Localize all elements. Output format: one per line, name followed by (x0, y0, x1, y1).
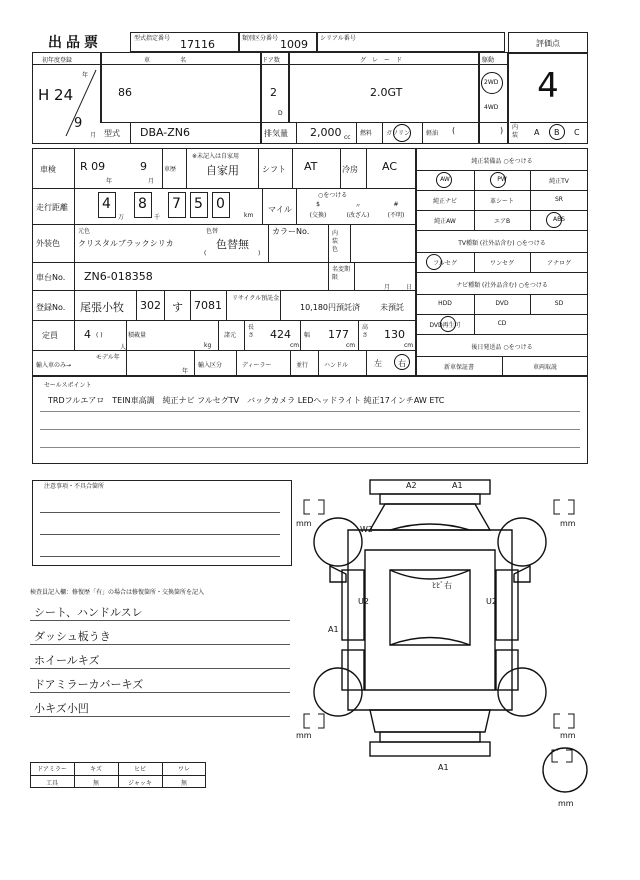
width-value: 177 (328, 328, 349, 341)
legend-value: ジャッキ (128, 780, 152, 787)
chassis-label: 車台No. (36, 273, 66, 282)
sales-label: セールスポイント (44, 382, 92, 389)
doors-label: ドア数 (262, 57, 280, 64)
displacement-value: 2,000 (310, 126, 342, 139)
mark-front-bumper-a1: A1 (452, 481, 463, 490)
interior-b: B (554, 128, 560, 137)
month-unit: 月 (90, 132, 97, 139)
recycle-status: 未預託 (380, 303, 404, 312)
interior-color-label: 内装色 (332, 230, 339, 253)
mileage-digit-5: 0 (216, 196, 225, 212)
notes-label: 注意事項・不具合箇所 (44, 483, 105, 490)
drive-label: 駆動 (482, 57, 495, 64)
sales-text: TRDフルエアロ TEIN車高調 純正ナビ フルセグTV バックカメラ LEDヘッドライト 純正17インチAW ETC (48, 396, 445, 405)
height-value: 130 (384, 328, 405, 341)
mm-front-right: mm (560, 519, 576, 528)
recolor-paren-close: ) (258, 250, 261, 257)
load-unit: kg (204, 342, 212, 349)
legend-value: 工具 (45, 780, 58, 787)
mark-rear-bumper-a1: A1 (438, 763, 449, 772)
capacity-value: 4 (84, 328, 91, 341)
orig-color-label: 元色 (78, 228, 91, 235)
name-change-day: 日 (406, 284, 413, 291)
width-unit: cm (346, 342, 356, 349)
mileage-opt1: (交換) (309, 212, 327, 219)
serial-label: シリアル番号 (320, 35, 356, 42)
damage-note-line: ホイールキズ (34, 654, 100, 667)
damage-note-line: ダッシュ板うき (34, 630, 111, 643)
mark-right-door-u2: U2 (486, 597, 497, 606)
interior-a: A (534, 128, 540, 137)
plate-kana: す (172, 301, 183, 314)
mileage-man: 万 (118, 214, 125, 221)
recolor-value: 色替無 (216, 238, 249, 251)
inspection-era: R 09 (80, 160, 106, 173)
damage-note-rule (30, 692, 290, 693)
height-label: 高さ (362, 324, 369, 339)
mileage-opt2: (改ざん) (346, 212, 370, 219)
notes-box (32, 480, 292, 566)
fuel-label: 燃料 (360, 130, 373, 137)
registration-label: 登録No. (36, 303, 66, 312)
equipment-item: SR (555, 196, 563, 203)
drive-2wd: 2WD (484, 79, 499, 86)
cc-unit: cc (344, 134, 351, 141)
car-name-value: 86 (118, 86, 132, 99)
mark-windshield-crack: ﾋﾋﾞ右 (432, 581, 452, 590)
color-label: 外装色 (36, 239, 60, 248)
length-label: 長さ (248, 324, 255, 339)
legend-value: 無 (180, 780, 187, 787)
import-label: 輸入車のみ→ (36, 362, 72, 369)
mm-rear-left: mm (296, 731, 312, 740)
tv-selected-circle (426, 254, 442, 270)
displacement-label: 排気量 (264, 129, 288, 138)
equipment-selected-circle (546, 212, 562, 228)
interior-selected-circle (549, 124, 565, 140)
type-no-label: 型式指定番号 (134, 35, 171, 42)
mark-left-side-a1: A1 (328, 625, 339, 634)
fuel-paren-close: ) (500, 126, 504, 135)
inspector-label: 検査員記入欄：修復歴「有」の場合は修復箇所・交換箇所を記入 (30, 589, 205, 596)
fuel-selected-circle (393, 124, 411, 142)
drive-4wd: 4WD (484, 104, 499, 111)
mileage-digit-4: 5 (194, 196, 203, 212)
mileage-label: 走行距離 (36, 203, 68, 212)
import-dealer: ディーラー (242, 362, 272, 369)
tv-item: ワンセグ (489, 260, 514, 267)
color-no-label: カラーNo. (272, 227, 310, 236)
mile-label: マイル (268, 205, 292, 214)
shift-value: AT (304, 160, 318, 173)
inspection-label: 車検 (40, 165, 56, 174)
car-damage-diagram (290, 470, 600, 810)
mileage-opt1-symbol: $ (316, 201, 320, 208)
mileage-digit-3: 7 (172, 196, 181, 212)
handle-right: 右 (398, 359, 406, 368)
equipment-item: 革シート (489, 198, 514, 205)
rating-value: 4 (537, 66, 559, 106)
legend-header: ワレ (177, 766, 190, 773)
rating-label: 評価点 (536, 39, 560, 48)
capacity-unit: 人 (120, 344, 127, 351)
legend-header: ドアミラー (37, 766, 67, 773)
navi-selected-circle (440, 316, 456, 332)
damage-note-line: ドアミラーカバーキズ (34, 678, 144, 691)
tv-title: TV種類 (社外品含む) ○をつける (458, 240, 546, 247)
capacity-paren: ( ) (96, 332, 103, 339)
equipment-item: PW (497, 176, 507, 183)
sales-box (32, 376, 588, 464)
mileage-opt2-symbol: 〃 (354, 203, 361, 210)
front-bumper (370, 480, 490, 494)
navi-item: HDD (438, 300, 452, 307)
handle-label: ハンドル (324, 362, 349, 369)
mm-rear-right: mm (560, 731, 576, 740)
specs-label: 諸元 (224, 332, 237, 339)
mark-front-bumper-a2: A2 (406, 481, 417, 490)
usage-label: 車歴 (164, 166, 177, 173)
recolor-label: 色替 (206, 228, 219, 235)
mileage-opt3-symbol: # (393, 201, 399, 208)
equipment-item: 純正ナビ (432, 198, 457, 205)
usage-value: 自家用 (206, 164, 239, 177)
legend-header: ヒビ (133, 766, 146, 773)
equipment-selected-circle (436, 172, 452, 188)
fuel-gasoline: ガソリン (386, 130, 411, 137)
category-label: 類別区分番号 (242, 35, 279, 42)
import-category-label: 輸入区分 (198, 362, 223, 369)
mileage-km: km (244, 212, 254, 219)
tv-item: アナログ (546, 260, 571, 267)
mark-left-door-u2: U2 (358, 597, 369, 606)
grade-label: グレード (359, 57, 408, 64)
usage-note: ※未記入は自家用 (192, 153, 240, 160)
name-change-month: 月 (384, 284, 391, 291)
mileage-digit-1: 4 (102, 196, 111, 212)
fuel-paren-open: ( (452, 126, 456, 135)
first-reg-month: 9 (74, 116, 83, 131)
navi-item: DVD (495, 300, 509, 307)
name-change-label: 名変期限 (332, 266, 351, 281)
first-reg-era: H 24 (38, 86, 74, 104)
plate-area: 尾張小牧 (80, 301, 124, 314)
width-label: 幅 (304, 332, 311, 339)
handle-left: 左 (374, 359, 382, 368)
category-value: 1009 (280, 38, 308, 51)
chassis-value: ZN6-018358 (84, 270, 153, 283)
plate-class: 302 (140, 299, 161, 312)
doors-value: 2 (270, 86, 277, 99)
length-value: 424 (270, 328, 291, 341)
handle-selected-circle (394, 354, 410, 370)
mileage-opt3: (不明) (387, 212, 405, 219)
orig-color-value: クリスタルブラックシリカ (78, 239, 174, 248)
navi-item: CD (497, 320, 507, 327)
equipment-item: エアB (493, 218, 511, 225)
year-unit: 年 (82, 72, 89, 79)
equipment-item: AW (440, 176, 450, 183)
legend-header: キズ (90, 766, 102, 773)
damage-note-line: シート、ハンドルスレ (34, 606, 143, 619)
damage-note-rule (30, 644, 290, 645)
shift-label: シフト (262, 165, 286, 174)
height-unit: cm (404, 342, 414, 349)
inspection-month-unit: 月 (148, 178, 155, 185)
mm-front-left: mm (296, 519, 312, 528)
damage-note-line: 小キズ小凹 (34, 702, 89, 715)
damage-note-rule (30, 668, 290, 669)
type-no-value: 17116 (180, 38, 215, 51)
plate-number: 7081 (194, 299, 222, 312)
legend-value: 無 (92, 780, 99, 787)
car-name-label: 車名 (143, 57, 216, 64)
recycle-value: 10,180円預託済 (300, 303, 360, 312)
model-label: 型式 (104, 129, 120, 138)
recycle-label: リサイクル預託金 (232, 295, 280, 302)
damage-note-rule (30, 620, 290, 621)
model-value: DBA-ZN6 (140, 126, 191, 139)
interior-label: 内装 (512, 124, 519, 139)
navi-title: ナビ種類 (社外品含む) ○をつける (456, 282, 548, 289)
grade-value: 2.0GT (370, 86, 403, 99)
docs-item-warranty: 新車保証書 (443, 364, 474, 371)
first-reg-label: 初年度登録 (42, 57, 73, 64)
mark-wheel-w2: W2 (360, 525, 373, 534)
interior-c: C (574, 128, 580, 137)
doors-suffix: D (278, 110, 283, 117)
mileage-circle-hint: ○をつける (318, 192, 348, 199)
ac-label: 冷房 (342, 165, 358, 174)
equipment-selected-circle (490, 172, 506, 188)
inspection-month: 9 (140, 160, 147, 173)
model-year-label: モデル年 (96, 354, 120, 361)
load-label: 積載量 (128, 332, 147, 339)
length-unit: cm (290, 342, 300, 349)
docs-title: 後日発送品 ○をつける (471, 344, 533, 351)
form-title: 出品票 (48, 35, 102, 51)
import-parallel: 並行 (296, 362, 309, 369)
equipment-item: ABS (553, 216, 565, 223)
docs-item-manual: 車両取説 (532, 364, 557, 371)
capacity-label: 定員 (42, 331, 58, 340)
fuel-diesel: 軽油 (426, 130, 439, 137)
equipment-item: 純正AW (434, 218, 456, 225)
rear-bumper (370, 742, 490, 756)
tv-item: フルセグ (433, 260, 457, 267)
equipment-title: 純正装備品 ○をつける (471, 158, 533, 165)
navi-item: SD (554, 300, 564, 307)
model-year-unit: 年 (182, 368, 189, 375)
navi-item: DVD再生可 (429, 322, 461, 329)
mileage-digit-2: 8 (138, 196, 147, 212)
inspection-year-unit: 年 (106, 178, 113, 185)
mileage-sen: 千 (154, 214, 161, 221)
mm-spare: mm (558, 799, 574, 808)
damage-note-rule (30, 716, 290, 717)
recolor-paren-open: ( (204, 250, 207, 257)
equipment-item: 純正TV (549, 178, 569, 185)
ac-value: AC (382, 160, 398, 173)
